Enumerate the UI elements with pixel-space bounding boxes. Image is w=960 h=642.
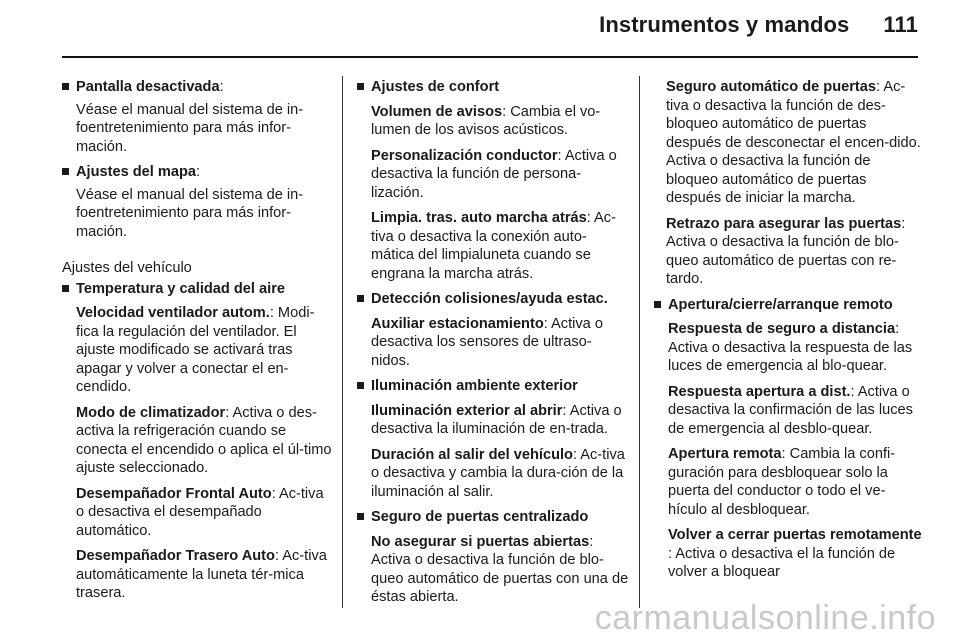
entry-personalizacion: Personalización conductor: Activa o desactiva la función de persona-lización. [371, 147, 617, 201]
term-apertura-remoto: Apertura/cierre/arranque remoto [668, 296, 893, 313]
page-title: Instrumentos y mandos [599, 12, 850, 37]
page-number: 111 [883, 12, 918, 37]
term-deteccion: Detección colisiones/ayuda estac. [371, 291, 608, 307]
entry-desempanador-frontal: Desempañador Frontal Auto: Ac-tiva o desactiva el desempañado automático. [76, 485, 324, 539]
entry-desempanador-trasero: Desempañador Trasero Auto: Ac-tiva automáticamente la luneta tér-mica trasera. [76, 548, 327, 601]
section-ajustes-vehiculo: Ajustes del vehículo [62, 260, 192, 276]
entry-auxiliar: Auxiliar estacionamiento: Activa o desactiva los sensores de ultraso-nidos. [371, 315, 603, 369]
entry-respuesta-apertura: Respuesta apertura a dist.: Activa o desactiva la confirmación de las luces de emergencia al desblo-quear. [668, 383, 913, 437]
bullet-pantalla-desactivada: Pantalla desactivada: Véase el manual del sistema de in-foentretenimiento para más infor-mación. [62, 78, 334, 156]
term-pantalla-desactivada: Pantalla desactivada [76, 79, 220, 95]
entry-iluminacion-abrir: Iluminación exterior al abrir: Activa o desactiva la iluminación de en-trada. [371, 402, 622, 437]
column-divider-1 [342, 76, 343, 608]
bullet-apertura-remoto [654, 296, 922, 582]
entry-retrazo: Retrazo para asegurar las puertas: Activa o desactiva la función de blo-queo automático de puertas con re-tardo. [666, 215, 906, 287]
entry-modo-climatizador: Modo de climatizador: Activa o des-activa la refrigeración cuando se conecta el encendido o aplica el úl-timo ajuste seleccionado. [76, 404, 332, 476]
term-ajustes-mapa: Ajustes del mapa [76, 164, 197, 180]
bullet-seguro-puertas [357, 508, 629, 607]
entry-velocidad: Velocidad ventilador autom.: Modi-fica la regulación del ventilador. El ajuste modificado se activará tras apagar y volver a conectar el en-cendido. [76, 305, 315, 395]
term-temperatura: Temperatura y calidad del aire [76, 280, 285, 297]
column-1 [62, 78, 334, 610]
entry-seguro-automatico: Seguro automático de puertas: Ac-tiva o desactiva la función de des-bloqueo automático de puertas después de desconectar el encen-dido. Activa o desactiva la función de bloqueo automático de puertas después de iniciar la marcha. [666, 79, 921, 206]
column-divider-2 [639, 76, 640, 608]
entry-limpia-tras: Limpia. tras. auto marcha atrás: Ac-tiva o desactiva la conexión auto-mática del limpialuneta cuando se engrana la marcha atrás. [371, 210, 616, 282]
bullet-temperatura [62, 280, 334, 603]
bullet-iluminacion [357, 377, 629, 501]
entry-volumen-avisos: Volumen de avisos: Cambia el vo-lumen de los avisos acústicos. [371, 103, 601, 138]
watermark: carmanualsonline.info [594, 599, 936, 637]
bullet-ajustes-mapa: Ajustes del mapa: Véase el manual del sistema de in-foentretenimiento para más infor-mación. [62, 163, 334, 241]
column-2 [357, 78, 629, 614]
desc-pantalla-desactivada: Véase el manual del sistema de in-foentretenimiento para más infor-mación. [76, 101, 304, 155]
term-ajustes-confort: Ajustes de confort [371, 79, 500, 95]
page-header [599, 12, 918, 38]
column-3 [654, 78, 922, 589]
bullet-ajustes-confort [357, 78, 629, 283]
term-iluminacion: Iluminación ambiente exterior [371, 378, 578, 394]
entry-volver-cerrar: Volver a cerrar puertas remotamente : Activa o desactiva el la función de volver a bloquear [668, 527, 922, 580]
desc-ajustes-mapa: Véase el manual del sistema de in-foentretenimiento para más infor-mación. [76, 186, 304, 240]
entry-apertura-remota: Apertura remota: Cambia la confi-guración para desbloquear solo la puerta del conductor o todo el ve-hículo al desbloquear. [668, 446, 896, 518]
entry-duracion: Duración al salir del vehículo: Ac-tiva o desactiva y cambia la dura-ción de la iluminación al salir. [371, 446, 625, 500]
entry-no-asegurar: No asegurar si puertas abiertas: Activa o desactiva la función de blo-queo automático de puertas con una de éstas abierta. [371, 533, 629, 605]
header-rule [62, 56, 918, 58]
bullet-deteccion [357, 290, 629, 370]
term-seguro-puertas: Seguro de puertas centralizado [371, 509, 589, 525]
entry-respuesta-seguro: Respuesta de seguro a distancia: Activa o desactiva la respuesta de las luces de emergencia al blo-quear. [668, 321, 913, 374]
